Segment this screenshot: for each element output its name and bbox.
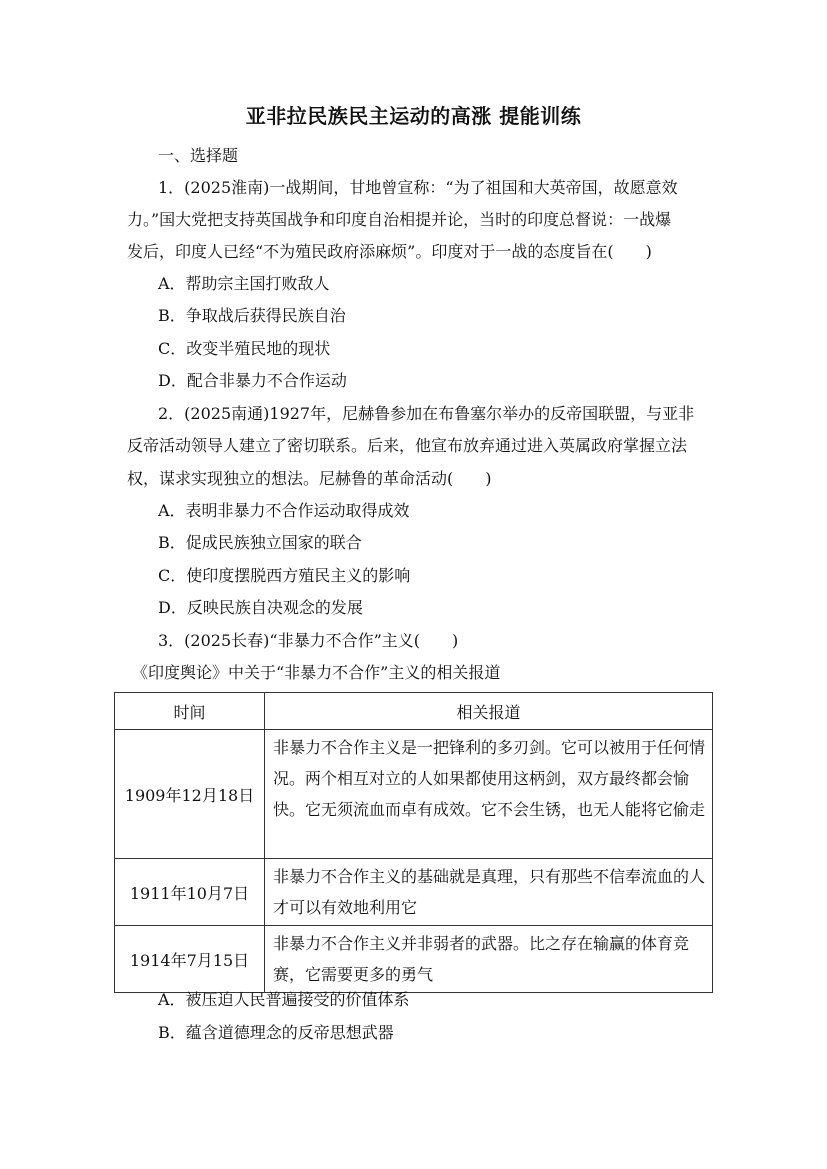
row-report: 非暴力不合作主义并非弱者的武器。比之存在输赢的体育竞赛，它需要更多的勇气 [265, 926, 713, 993]
q1-stem-line-2: 力。”国大党把支持英国战争和印度自治相提并论，当时的印度总督说：一战爆 [127, 210, 672, 229]
header-report: 相关报道 [265, 693, 713, 730]
q1-option-c[interactable]: C．改变半殖民地的现状 [158, 339, 331, 358]
q3-stem: 3．(2025长春)“非暴力不合作”主义( ) [158, 631, 459, 650]
table-caption: 《印度舆论》中关于“非暴力不合作”主义的相关报道 [132, 663, 501, 682]
q2-stem-line-2: 反帝活动领导人建立了密切联系。后来，他宣布放弃通过进入英属政府掌握立法 [127, 436, 688, 455]
q1-option-a[interactable]: A．帮助宗主国打败敌人 [158, 274, 330, 293]
q3-option-b[interactable]: B．蕴含道德理念的反帝思想武器 [158, 1023, 394, 1042]
q2-option-b[interactable]: B．促成民族独立国家的联合 [158, 533, 362, 552]
q2-option-a[interactable]: A．表明非暴力不合作运动取得成效 [158, 501, 410, 520]
section-heading: 一、选择题 [158, 146, 239, 165]
q2-option-d[interactable]: D．反映民族自决观念的发展 [158, 598, 363, 617]
q2-option-c[interactable]: C．使印度摆脱西方殖民主义的影响 [158, 566, 411, 585]
table-header-row [115, 693, 713, 730]
q1-stem-line-1: 1．(2025淮南)一战期间，甘地曾宣称：“为了祖国和大英帝国，故愿意效 [158, 178, 678, 197]
row-date: 1909年12月18日 [115, 730, 265, 859]
q3-option-a[interactable]: A．被压迫人民普遍接受的价值体系 [158, 990, 410, 1009]
row-report: 非暴力不合作主义的基础就是真理，只有那些不信奉流血的人才可以有效地利用它 [265, 859, 713, 926]
row-report: 非暴力不合作主义是一把锋利的多刃剑。它可以被用于任何情况。两个相互对立的人如果都使用这柄剑，双方最终都会愉快。它无须流血而卓有成效。它不会生锈，也无人能将它偷走 [265, 730, 713, 859]
q1-option-b[interactable]: B．争取战后获得民族自治 [158, 306, 346, 325]
header-date: 时间 [115, 693, 265, 730]
q1-stem-line-3: 发后，印度人已经“不为殖民政府添麻烦”。印度对于一战的态度旨在( ) [127, 242, 652, 261]
table-row [115, 926, 713, 993]
q1-option-d[interactable]: D．配合非暴力不合作运动 [158, 371, 347, 390]
page-title: 亚非拉民族民主运动的高涨 提能训练 [245, 104, 582, 128]
report-table [114, 692, 713, 993]
q2-stem-line-1: 2．(2025南通)1927年，尼赫鲁参加在布鲁塞尔举办的反帝国联盟，与亚非 [158, 404, 695, 423]
table-row [115, 730, 713, 859]
row-date: 1914年7月15日 [115, 926, 265, 993]
row-date: 1911年10月7日 [115, 859, 265, 926]
table-row [115, 859, 713, 926]
q2-stem-line-3: 权，谋求实现独立的想法。尼赫鲁的革命活动( ) [127, 469, 492, 488]
